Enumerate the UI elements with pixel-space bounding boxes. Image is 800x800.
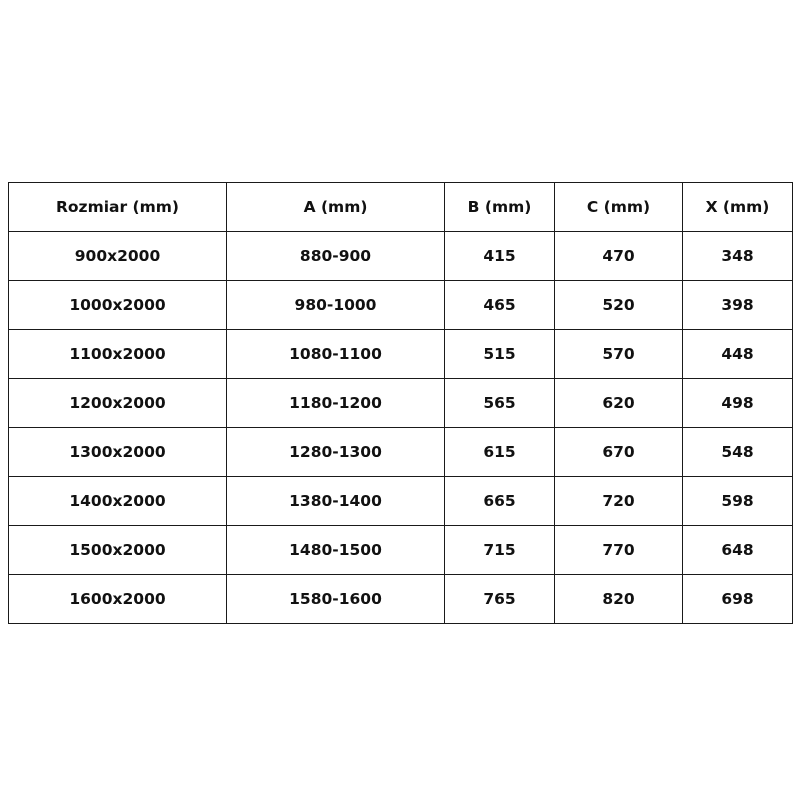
cell-c: 620 xyxy=(555,379,683,428)
cell-a: 1280-1300 xyxy=(227,428,445,477)
cell-b: 765 xyxy=(445,575,555,624)
cell-c: 820 xyxy=(555,575,683,624)
cell-x: 648 xyxy=(683,526,793,575)
cell-a: 880-900 xyxy=(227,232,445,281)
column-header-a: A (mm) xyxy=(227,183,445,232)
table-row xyxy=(9,477,793,526)
column-header-x: X (mm) xyxy=(683,183,793,232)
cell-c: 770 xyxy=(555,526,683,575)
table-row xyxy=(9,526,793,575)
column-header-b: B (mm) xyxy=(445,183,555,232)
cell-x: 498 xyxy=(683,379,793,428)
cell-size: 1100x2000 xyxy=(9,330,227,379)
cell-size: 1200x2000 xyxy=(9,379,227,428)
cell-size: 1000x2000 xyxy=(9,281,227,330)
cell-x: 598 xyxy=(683,477,793,526)
cell-c: 670 xyxy=(555,428,683,477)
table-body xyxy=(9,232,793,624)
cell-b: 615 xyxy=(445,428,555,477)
table-head xyxy=(9,183,793,232)
table-header-row xyxy=(9,183,793,232)
cell-x: 548 xyxy=(683,428,793,477)
cell-size: 1300x2000 xyxy=(9,428,227,477)
cell-a: 1480-1500 xyxy=(227,526,445,575)
column-header-rozmiar: Rozmiar (mm) xyxy=(9,183,227,232)
cell-size: 1400x2000 xyxy=(9,477,227,526)
column-header-c: C (mm) xyxy=(555,183,683,232)
table-row xyxy=(9,232,793,281)
cell-c: 720 xyxy=(555,477,683,526)
size-table xyxy=(8,182,793,624)
cell-x: 448 xyxy=(683,330,793,379)
cell-c: 470 xyxy=(555,232,683,281)
cell-x: 698 xyxy=(683,575,793,624)
cell-size: 1500x2000 xyxy=(9,526,227,575)
cell-x: 348 xyxy=(683,232,793,281)
cell-b: 465 xyxy=(445,281,555,330)
table-row xyxy=(9,379,793,428)
table-row xyxy=(9,428,793,477)
cell-b: 515 xyxy=(445,330,555,379)
cell-a: 1380-1400 xyxy=(227,477,445,526)
cell-a: 1580-1600 xyxy=(227,575,445,624)
cell-b: 715 xyxy=(445,526,555,575)
cell-b: 565 xyxy=(445,379,555,428)
cell-a: 1180-1200 xyxy=(227,379,445,428)
size-table-container xyxy=(8,182,792,624)
cell-size: 1600x2000 xyxy=(9,575,227,624)
table-row xyxy=(9,575,793,624)
table-row xyxy=(9,281,793,330)
cell-c: 570 xyxy=(555,330,683,379)
cell-b: 415 xyxy=(445,232,555,281)
cell-c: 520 xyxy=(555,281,683,330)
table-row xyxy=(9,330,793,379)
cell-x: 398 xyxy=(683,281,793,330)
cell-size: 900x2000 xyxy=(9,232,227,281)
cell-a: 1080-1100 xyxy=(227,330,445,379)
cell-a: 980-1000 xyxy=(227,281,445,330)
cell-b: 665 xyxy=(445,477,555,526)
